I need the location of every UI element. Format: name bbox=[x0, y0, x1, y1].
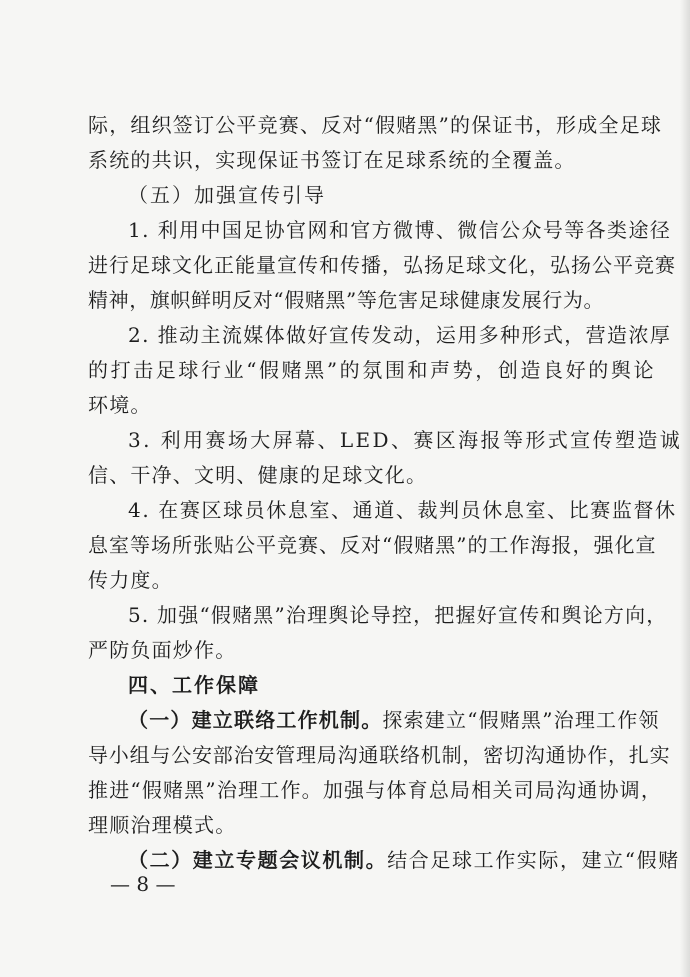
paragraph-line: 息室等场所张贴公平竞赛、反对“假赌黑”的工作海报，强化宣 bbox=[88, 533, 657, 557]
paragraph-line: 导小组与公安部治安管理局沟通联络机制，密切沟通协作，扎实 bbox=[88, 743, 671, 767]
paragraph-line: 2. 推动主流媒体做好宣传发动，运用多种形式，营造浓厚 bbox=[128, 323, 672, 347]
section-heading: （五）加强宣传引导 bbox=[128, 183, 326, 207]
page-edge-shadow bbox=[680, 0, 690, 977]
paragraph-line: 3. 利用赛场大屏幕、LED、赛区海报等形式宣传塑造诚 bbox=[128, 428, 683, 452]
paragraph-line: 严防负面炒作。 bbox=[88, 638, 237, 662]
paragraph-line: 1. 利用中国足协官网和官方微博、微信公众号等各类途径 bbox=[128, 218, 672, 242]
page-number: — 8 — bbox=[110, 872, 176, 896]
paragraph-text: 探索建立“假赌黑”治理工作领 bbox=[382, 708, 660, 732]
paragraph-line: 精神，旗帜鲜明反对“假赌黑”等危害足球健康发展行为。 bbox=[88, 288, 605, 312]
paragraph-line: 进行足球文化正能量宣传和传播，弘扬足球文化，弘扬公平竞赛 bbox=[88, 253, 676, 277]
paragraph-line bbox=[128, 705, 660, 735]
paragraph-text: 结合足球工作实际，建立“假赌 bbox=[387, 848, 680, 872]
paragraph-line: 的打击足球行业“假赌黑”的氛围和声势，创造良好的舆论 bbox=[88, 358, 657, 382]
paragraph-line: 际，组织签订公平竞赛、反对“假赌黑”的保证书，形成全足球 bbox=[88, 113, 663, 137]
paragraph-line: 理顺治理模式。 bbox=[88, 813, 237, 837]
paragraph-line: 系统的共识，实现保证书签订在足球系统的全覆盖。 bbox=[88, 148, 576, 172]
paragraph-line: 4. 在赛区球员休息室、通道、裁判员休息室、比赛监督休 bbox=[128, 498, 677, 522]
paragraph-line: 推进“假赌黑”治理工作。加强与体育总局相关司局沟通协调， bbox=[88, 778, 663, 802]
paragraph-line: 5. 加强“假赌黑”治理舆论导控，把握好宣传和舆论方向， bbox=[128, 603, 668, 627]
paragraph-line: 传力度。 bbox=[88, 568, 173, 592]
subsection-heading: （二）建立专题会议机制。 bbox=[128, 848, 388, 872]
subsection-heading: （一）建立联络工作机制。 bbox=[128, 708, 383, 732]
chapter-heading: 四、工作保障 bbox=[128, 673, 260, 697]
paragraph-line: 信、干净、文明、健康的足球文化。 bbox=[88, 463, 428, 487]
paragraph-line bbox=[128, 845, 680, 875]
paragraph-line: 环境。 bbox=[88, 393, 152, 417]
